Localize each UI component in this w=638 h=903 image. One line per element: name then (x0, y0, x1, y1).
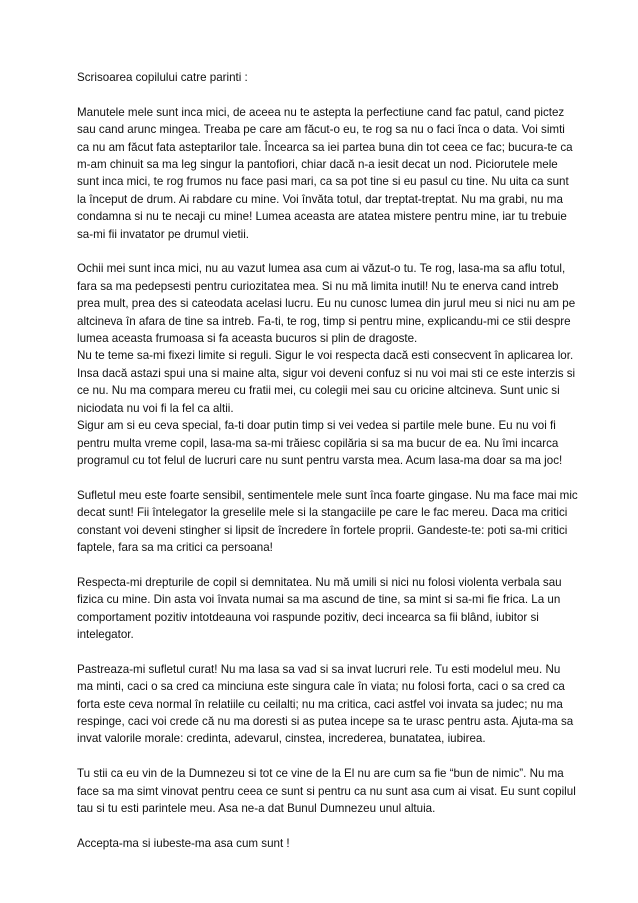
paragraph-eyes: Ochii mei sunt inca mici, nu au vazut lumea asa cum ai văzut-o tu. Te rog, lasa-ma sa aflu totul, fara sa ma pedepsesti pentru curiozitatea mea. Si nu mă limita inutil! Nu te enerva cand intreb prea mult, prea des si cateodata acelasi lucru. Eu nu cunosc lumea din jurul meu si nici nu am pe altcineva în afara de tine sa intreb. Fa-ti, te rog, timp si pentru mine, explicandu-mi ce stii despre lumea aceasta frumoasa si fa aceasta bucuros si plin de dragoste. (77, 262, 576, 346)
paragraph-god: Tu stii ca eu vin de la Dumnezeu si tot ce vine de la El nu are cum sa fie “bun de nimic”. Nu ma face sa ma simt vinovat pentru ceea ce sunt si pentru ca nu sunt asa cum ai visat. Eu sunt copilul tau si tu esti parintele meu. Asa ne-a dat Bunul Dumnezeu unul altuia. (77, 767, 576, 815)
closing-line: Accepta-ma si iubeste-ma asa cum sunt ! (77, 836, 290, 850)
paragraph-special: Sigur am si eu ceva special, fa-ti doar putin timp si vei vedea si partile mele bune. Eu nu voi fi pentru multa vreme copil, lasa-ma sa-mi trăiesc copilăria si sa ma bucur de ea. Nu îmi incarca programul cu tot felul de lucruri care nu sunt pentru varsta mea. Acum lasa-ma doar sa ma joc! (77, 419, 563, 467)
paragraph-soul: Sufletul meu este foarte sensibil, sentimentele mele sunt înca foarte gingase. Nu ma face mai mic decat sunt! Fii întelegator la greselile mele si la stangaciile pe care le fac mereu. Daca ma critici constant voi deveni stingher si lipsit de încredere în fortele proprii. Gandeste-te: poti sa-mi critici faptele, fara sa ma critici ca persoana! (77, 488, 578, 554)
paragraph-pure-soul: Pastreaza-mi sufletul curat! Nu ma lasa sa vad si sa invat lucruri rele. Tu esti modelul meu. Nu ma minti, caci o sa cred ca minciuna este singura cale în viata; nu folosi forta, caci o sa cred ca forta este ceva normal în relatiile cu ceilalti; nu ma critica, caci astfel voi invata sa judec; nu ma respinge, caci voi crede că nu ma doresti si as putea incepe sa te urasc pentru asta. Ajuta-ma sa invat valorile morale: credinta, adevarul, cinstea, increderea, bunatatea, iubirea. (77, 662, 574, 746)
document-title: Scrisoarea copilului catre parinti : (77, 71, 248, 84)
paragraph-limits: Nu te teme sa-mi fixezi limite si reguli. Sigur le voi respecta dacă esti consecvent în aplicarea lor. Insa dacă astazi spui una si maine alta, sigur voi deveni confuz si nu voi mai sti ce este interzis si ce nu. Nu ma compara mereu cu fratii mei, cu colegii mei sau cu oricine altcineva. Sunt unic si niciodata nu voi fi la fel ca altii. (77, 349, 576, 415)
paragraph-hands: Manutele mele sunt inca mici, de aceea nu te astepta la perfectiune cand fac patul, cand pictez sau cand arunc mingea. Treaba pe care am făcut-o eu, te rog sa nu o faci înca o data. Voi simti ca nu am făcut fata asteptarilor tale. Încearca sa iei partea buna din tot ceea ce fac; bucura-te ca m-am chinuit sa ma leg singur la pantofiori, chiar dacă n-a iesit decat un nod. Piciorutele mele sunt inca mici, te rog frumos nu face pasi mari, ca sa pot tine si eu pasul cu tine. Nu uita ca sunt la început de drum. Ai rabdare cu mine. Voi învăta totul, dar treptat-treptat. Nu ma grabi, nu ma condamna si nu te necaji cu mine! Lumea aceasta are atatea mistere pentru mine, iar tu trebuie sa-mi fii invatator pe drumul vietii. (77, 105, 573, 241)
paragraph-rights: Respecta-mi drepturile de copil si demnitatea. Nu mă umili si nici nu folosi violenta verbala sau fizica cu mine. Din asta voi învata numai sa ma ascund de tine, sa mint si sa-mi fie frica. La un comportament pozitiv intotdeauna voi raspunde pozitiv, deci incearca sa fii blând, iubitor si intelegator. (77, 575, 562, 641)
